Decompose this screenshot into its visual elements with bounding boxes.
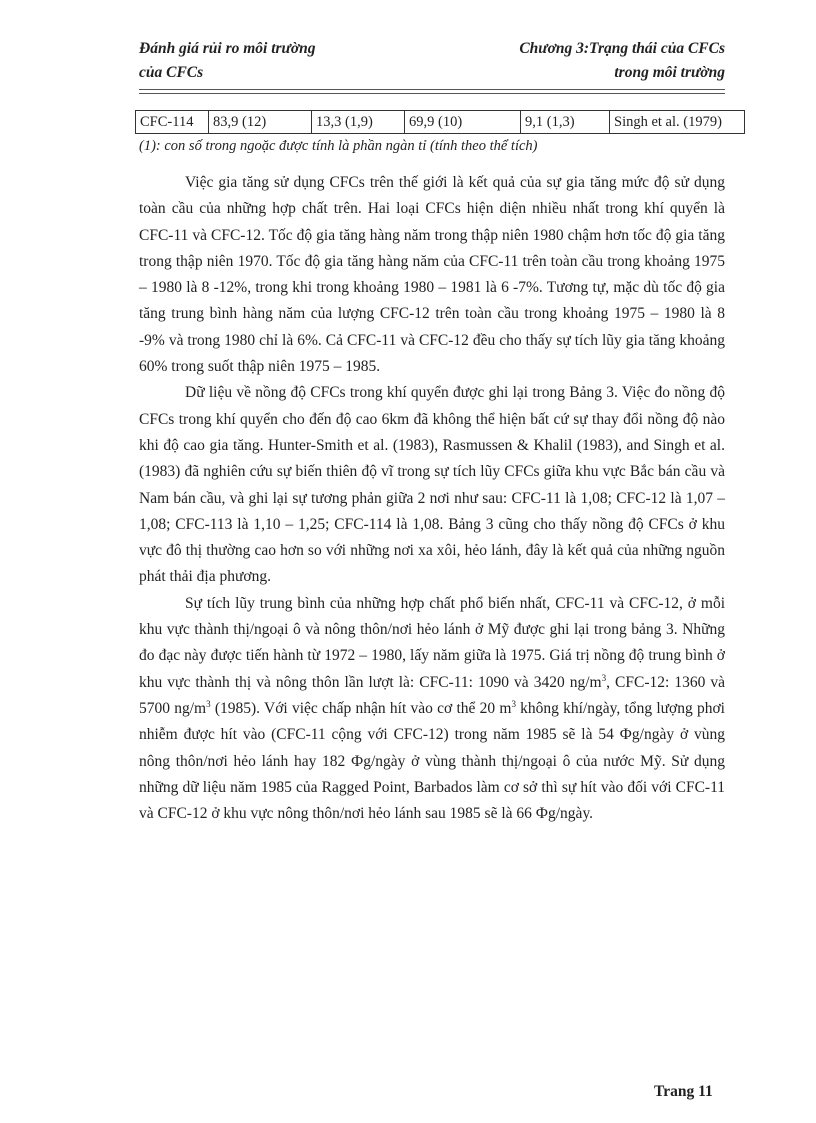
superscript: 3 xyxy=(601,672,607,683)
header-doc-title: Đánh giá rủi ro môi trường xyxy=(139,40,316,57)
table-cell: 69,9 (10) xyxy=(405,111,521,134)
header-chapter-subtitle: trong môi trường xyxy=(614,64,725,81)
table-fragment xyxy=(135,110,745,134)
paragraph-3-part-d: không khí/ngày, tổng lượng phơi nhiễm được hít vào (CFC-11 cộng với CFC-12) trong năm 1985 sẽ là 54 Фg/ngày ở vùng nông thôn/nơi hẻo lánh hay 182 Фg/ngày ở vùng thành thị/ngoại ô của nước Mỹ. Sử dụng những dữ liệu năm 1985 của Ragged Point, Barbados làm cơ sở thì sự hít vào đối với CFC-11 và CFC-12 ở khu vực nông thôn/nơi hẻo lánh sau 1985 sẽ là 66 Фg/ngày. xyxy=(139,699,725,823)
paragraph-3 xyxy=(139,591,725,828)
body-text xyxy=(139,170,725,827)
header-rule xyxy=(139,89,725,90)
paragraph-3-part-b: , CFC-12: 1360 và 5700 ng/m xyxy=(139,673,725,717)
superscript: 3 xyxy=(206,698,211,709)
table-cell-reference: Singh et al. (1979) xyxy=(610,111,745,134)
page-number: Trang 11 xyxy=(654,1083,713,1100)
header-doc-subtitle: của CFCs xyxy=(139,64,204,81)
superscript: 3 xyxy=(511,698,516,709)
header-rule-thin xyxy=(139,93,725,94)
paragraph-2: Dữ liệu về nồng độ CFCs trong khí quyển được ghi lại trong Bảng 3. Việc đo nồng độ CFCs trong khí quyển cho đến độ cao 6km đã không thể hiện bất cứ sự thay đổi nồng độ nào khi độ cao gia tăng. Hunter-Smith et al. (1983), Rasmussen & Khalil (1983), and Singh et al. (1983) đã nghiên cứu sự biến thiên độ vĩ trong sự tích lũy CFCs giữa khu vực Bắc bán cầu và Nam bán cầu, và ghi lại sự tương phản giữa 2 nơi như sau: CFC-11 là 1,08; CFC-12 là 1,07 – 1,08; CFC-113 là 1,10 – 1,25; CFC-114 là 1,08. Bảng 3 cũng cho thấy nồng độ CFCs ở khu vực đô thị thường cao hơn so với những nơi xa xôi, hẻo lánh, đây là kết quả của những nguồn phát thải địa phương. xyxy=(139,384,725,586)
page-header xyxy=(139,40,725,88)
paragraph-3-part-c: (1985). Với việc chấp nhận hít vào cơ thể 20 m xyxy=(210,699,512,717)
header-chapter-title: Chương 3:Trạng thái của CFCs xyxy=(519,40,725,57)
table-cell: 83,9 (12) xyxy=(209,111,312,134)
table-cell: 9,1 (1,3) xyxy=(521,111,610,134)
table-footnote: (1): con số trong ngoặc được tính là phần ngàn tỉ (tính theo thể tích) xyxy=(139,138,538,154)
table-row xyxy=(136,111,745,134)
paragraph-1: Việc gia tăng sử dụng CFCs trên thế giới là kết quả của sự gia tăng mức độ sử dụng toàn cầu của những hợp chất trên. Hai loại CFCs hiện diện nhiều nhất trong khí quyển là CFC-11 và CFC-12. Tốc độ gia tăng hàng năm trong thập niên 1980 chậm hơn tốc độ gia tăng trong thập niên 1970. Tốc độ gia tăng hàng năm của CFC-11 trên toàn cầu trong khoảng 1975 – 1980 là 8 -12%, trong khi trong khoảng 1980 – 1981 là 6 -7%. Tương tự, mặc dù tốc độ gia tăng trung bình hàng năm của lượng CFC-12 trên toàn cầu trong khoảng 1975 – 1980 là 8 -9% và trong 1980 chỉ là 6%. Cả CFC-11 và CFC-12 đều cho thấy sự tích lũy gia tăng khoảng 60% trong suốt thập niên 1975 – 1985. xyxy=(139,174,725,376)
table-cell-compound: CFC-114 xyxy=(136,111,209,134)
paragraph-3-part-a: Sự tích lũy trung bình của những hợp chất phổ biến nhất, CFC-11 và CFC-12, ở mỗi khu vực thành thị/ngoại ô và nông thôn/nơi hẻo lánh ở Mỹ được ghi lại trong bảng 3. Những đo đạc này được tiến hành từ 1972 – 1980, lấy năm giữa là 1975. Giá trị nồng độ trung bình ở khu vực thành thị và nông thôn lần lượt là: CFC-11: 1090 và 3420 ng/m xyxy=(139,594,725,691)
table-cell: 13,3 (1,9) xyxy=(312,111,405,134)
